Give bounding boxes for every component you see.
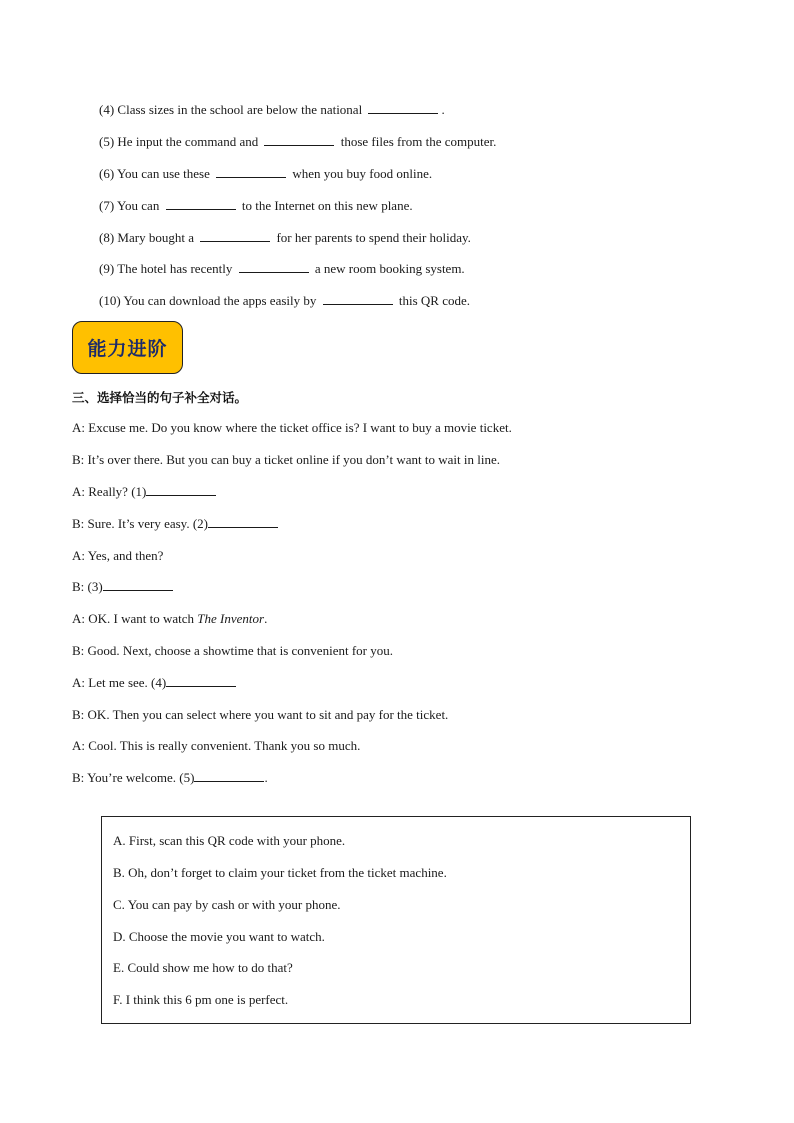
options-box (101, 816, 691, 1024)
sentence-9: (9) The hotel has recently a new room booking system. (99, 261, 465, 276)
option-b: B. Oh, don’t forget to claim your ticket from the ticket machine. (113, 865, 447, 880)
answer-blank-2[interactable] (208, 516, 278, 528)
answer-blank-1[interactable] (146, 484, 216, 496)
option-f: F. I think this 6 pm one is perfect. (113, 992, 289, 1007)
movie-title: The Inventor (197, 611, 265, 626)
section-three-title: 三、选择恰当的句子补全对话。 (72, 390, 248, 405)
answer-blank[interactable] (323, 293, 393, 305)
answer-blank-3[interactable] (103, 579, 173, 591)
dialogue-line: A: Cool. This is really convenient. Thank you so much. (72, 738, 361, 753)
badge-label: 能力进阶 (87, 338, 168, 360)
dialogue-line: B: It’s over there. But you can buy a ticket online if you don’t want to wait in line. (72, 452, 500, 467)
option-c: C. You can pay by cash or with your phone. (113, 897, 341, 912)
sentence-8: (8) Mary bought a for her parents to spend their holiday. (99, 230, 471, 245)
sentence-4: (4) Class sizes in the school are below the national . (99, 102, 445, 117)
option-d: D. Choose the movie you want to watch. (113, 929, 325, 944)
answer-blank[interactable] (216, 166, 286, 178)
sentence-7: (7) You can to the Internet on this new plane. (99, 198, 413, 213)
dialogue-line: B: You’re welcome. (5) . (72, 770, 268, 785)
dialogue-line: B: (3) (72, 579, 176, 595)
sentence-6: (6) You can use these when you buy food online. (99, 166, 433, 181)
section-badge (72, 321, 183, 374)
dialogue-line: B: Sure. It’s very easy. (2) (72, 516, 281, 532)
sentence-10: (10) You can download the apps easily by this QR code. (99, 293, 471, 308)
answer-blank[interactable] (368, 102, 438, 114)
dialogue-line: B: Good. Next, choose a showtime that is convenient for you. (72, 643, 393, 658)
option-e: E. Could show me how to do that? (113, 960, 293, 975)
answer-blank[interactable] (166, 198, 236, 210)
dialogue-line: A: OK. I want to watch The Inventor. (72, 611, 268, 626)
sentence-5: (5) He input the command and those files from the computer. (99, 134, 497, 149)
dialogue-line: A: Yes, and then? (72, 548, 164, 563)
answer-blank[interactable] (200, 230, 270, 242)
dialogue-line: A: Let me see. (4) (72, 675, 239, 691)
dialogue-line: A: Excuse me. Do you know where the ticket office is? I want to buy a movie ticket. (72, 420, 512, 435)
answer-blank[interactable] (264, 134, 334, 146)
answer-blank-4[interactable] (166, 675, 236, 687)
dialogue-line: A: Really? (1) (72, 484, 219, 500)
option-a: A. First, scan this QR code with your phone. (113, 833, 346, 848)
dialogue-line: B: OK. Then you can select where you want to sit and pay for the ticket. (72, 707, 449, 722)
answer-blank-5[interactable] (194, 770, 264, 782)
answer-blank[interactable] (239, 261, 309, 273)
